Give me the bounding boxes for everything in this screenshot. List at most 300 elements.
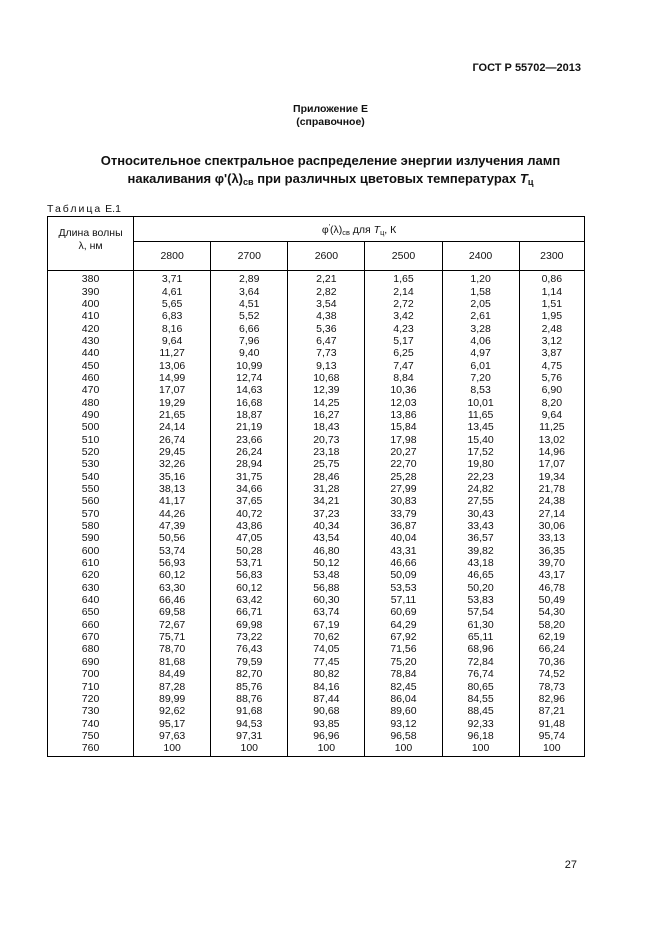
- value-cell: 87,28: [134, 680, 211, 692]
- value-cell: 15,84: [365, 421, 442, 433]
- value-cell: 17,52: [442, 446, 519, 458]
- table-row: [48, 446, 585, 458]
- value-cell: 17,07: [134, 384, 211, 396]
- table-row: [48, 643, 585, 655]
- value-cell: 24,14: [134, 421, 211, 433]
- wavelength-cell: 740: [48, 717, 134, 729]
- wavelength-cell: 630: [48, 582, 134, 594]
- value-cell: 89,99: [134, 693, 211, 705]
- wavelength-cell: 660: [48, 619, 134, 631]
- value-cell: 80,82: [288, 668, 365, 680]
- value-cell: 39,70: [519, 557, 584, 569]
- value-cell: 22,70: [365, 458, 442, 470]
- wavelength-cell: 760: [48, 742, 134, 757]
- wavelength-cell: 550: [48, 483, 134, 495]
- value-cell: 7,47: [365, 359, 442, 371]
- temperature-header-2600: 2600: [288, 242, 365, 271]
- table-row: [48, 347, 585, 359]
- table-row: [48, 520, 585, 532]
- value-cell: 46,78: [519, 582, 584, 594]
- value-cell: 9,13: [288, 359, 365, 371]
- value-cell: 4,51: [211, 298, 288, 310]
- value-cell: 3,42: [365, 310, 442, 322]
- value-cell: 61,30: [442, 619, 519, 631]
- value-cell: 30,06: [519, 520, 584, 532]
- value-cell: 28,94: [211, 458, 288, 470]
- value-cell: 89,60: [365, 705, 442, 717]
- value-cell: 66,24: [519, 643, 584, 655]
- wavelength-cell: 490: [48, 409, 134, 421]
- value-cell: 70,62: [288, 631, 365, 643]
- value-cell: 28,46: [288, 471, 365, 483]
- table-row: [48, 545, 585, 557]
- value-cell: 90,68: [288, 705, 365, 717]
- value-cell: 100: [519, 742, 584, 757]
- value-cell: 40,34: [288, 520, 365, 532]
- table-row: [48, 372, 585, 384]
- value-cell: 64,29: [365, 619, 442, 631]
- value-cell: 39,82: [442, 545, 519, 557]
- value-cell: 8,20: [519, 396, 584, 408]
- value-cell: 7,73: [288, 347, 365, 359]
- wavelength-cell: 690: [48, 656, 134, 668]
- table-row: [48, 668, 585, 680]
- value-cell: 75,20: [365, 656, 442, 668]
- wavelength-cell: 640: [48, 594, 134, 606]
- temperature-header-2700: 2700: [211, 242, 288, 271]
- temperature-header-2400: 2400: [442, 242, 519, 271]
- value-cell: 86,04: [365, 693, 442, 705]
- wavelength-cell: 650: [48, 606, 134, 618]
- table-row: [48, 298, 585, 310]
- value-cell: 74,52: [519, 668, 584, 680]
- value-cell: 40,04: [365, 532, 442, 544]
- value-cell: 25,28: [365, 471, 442, 483]
- wavelength-cell: 440: [48, 347, 134, 359]
- value-cell: 68,96: [442, 643, 519, 655]
- value-cell: 60,12: [134, 569, 211, 581]
- value-cell: 9,40: [211, 347, 288, 359]
- value-cell: 10,68: [288, 372, 365, 384]
- value-cell: 84,49: [134, 668, 211, 680]
- value-cell: 56,83: [211, 569, 288, 581]
- value-cell: 78,70: [134, 643, 211, 655]
- value-cell: 100: [134, 742, 211, 757]
- value-cell: 18,87: [211, 409, 288, 421]
- value-cell: 50,09: [365, 569, 442, 581]
- value-cell: 13,45: [442, 421, 519, 433]
- value-cell: 14,96: [519, 446, 584, 458]
- value-cell: 74,05: [288, 643, 365, 655]
- table-row: [48, 310, 585, 322]
- table-row: [48, 717, 585, 729]
- value-cell: 13,06: [134, 359, 211, 371]
- value-cell: 53,71: [211, 557, 288, 569]
- wavelength-cell: 430: [48, 335, 134, 347]
- value-cell: 41,17: [134, 495, 211, 507]
- value-cell: 81,68: [134, 656, 211, 668]
- value-cell: 14,99: [134, 372, 211, 384]
- table-row: [48, 508, 585, 520]
- value-cell: 44,26: [134, 508, 211, 520]
- value-cell: 50,49: [519, 594, 584, 606]
- value-cell: 67,19: [288, 619, 365, 631]
- value-cell: 69,98: [211, 619, 288, 631]
- value-cell: 46,66: [365, 557, 442, 569]
- value-cell: 53,53: [365, 582, 442, 594]
- value-cell: 27,99: [365, 483, 442, 495]
- table-row: [48, 656, 585, 668]
- value-cell: 30,43: [442, 508, 519, 520]
- value-cell: 4,23: [365, 322, 442, 334]
- wavelength-cell: 700: [48, 668, 134, 680]
- value-cell: 15,40: [442, 433, 519, 445]
- value-cell: 17,98: [365, 433, 442, 445]
- value-cell: 3,71: [134, 271, 211, 286]
- value-cell: 5,36: [288, 322, 365, 334]
- value-cell: 100: [365, 742, 442, 757]
- wavelength-cell: 390: [48, 285, 134, 297]
- distribution-header: $\varphi'(\lambda)_{св}$ для $T_ц$, К: [134, 217, 585, 242]
- value-cell: 1,20: [442, 271, 519, 286]
- value-cell: 60,30: [288, 594, 365, 606]
- value-cell: 3,54: [288, 298, 365, 310]
- value-cell: 100: [211, 742, 288, 757]
- value-cell: 6,90: [519, 384, 584, 396]
- table-body: [48, 271, 585, 757]
- value-cell: 72,84: [442, 656, 519, 668]
- value-cell: 14,25: [288, 396, 365, 408]
- value-cell: 46,65: [442, 569, 519, 581]
- value-cell: 33,13: [519, 532, 584, 544]
- value-cell: 37,23: [288, 508, 365, 520]
- value-cell: 31,75: [211, 471, 288, 483]
- table-row: [48, 606, 585, 618]
- value-cell: 8,53: [442, 384, 519, 396]
- value-cell: 0,86: [519, 271, 584, 286]
- wavelength-cell: 530: [48, 458, 134, 470]
- table-caption: [47, 203, 121, 215]
- wavelength-cell: 540: [48, 471, 134, 483]
- value-cell: 93,12: [365, 717, 442, 729]
- table-row: [48, 705, 585, 717]
- value-cell: 33,79: [365, 508, 442, 520]
- value-cell: 88,76: [211, 693, 288, 705]
- title-line-2: накаливания $\varphi'(\lambda)_{св}$ при различных цветовых температурах $T_ц$: [127, 171, 534, 187]
- value-cell: 36,87: [365, 520, 442, 532]
- value-cell: 7,20: [442, 372, 519, 384]
- wavelength-cell: 600: [48, 545, 134, 557]
- value-cell: 2,82: [288, 285, 365, 297]
- wavelength-cell: 570: [48, 508, 134, 520]
- value-cell: 53,83: [442, 594, 519, 606]
- value-cell: 31,28: [288, 483, 365, 495]
- value-cell: 1,95: [519, 310, 584, 322]
- table-caption-label: Таблица: [47, 203, 103, 215]
- value-cell: 21,19: [211, 421, 288, 433]
- wavelength-cell: 480: [48, 396, 134, 408]
- value-cell: 12,03: [365, 396, 442, 408]
- value-cell: 3,28: [442, 322, 519, 334]
- value-cell: 5,65: [134, 298, 211, 310]
- value-cell: 43,31: [365, 545, 442, 557]
- table-caption-number: Е.1: [105, 203, 121, 215]
- value-cell: 19,80: [442, 458, 519, 470]
- page-number: 27: [564, 859, 577, 871]
- table-row: [48, 421, 585, 433]
- value-cell: 4,38: [288, 310, 365, 322]
- value-cell: 11,65: [442, 409, 519, 421]
- wavelength-cell: 510: [48, 433, 134, 445]
- value-cell: 3,12: [519, 335, 584, 347]
- value-cell: 87,21: [519, 705, 584, 717]
- wavelength-cell: 720: [48, 693, 134, 705]
- value-cell: 47,05: [211, 532, 288, 544]
- value-cell: 32,26: [134, 458, 211, 470]
- value-cell: 19,29: [134, 396, 211, 408]
- value-cell: 19,34: [519, 471, 584, 483]
- value-cell: 18,43: [288, 421, 365, 433]
- value-cell: 57,54: [442, 606, 519, 618]
- value-cell: 8,84: [365, 372, 442, 384]
- value-cell: 75,71: [134, 631, 211, 643]
- value-cell: 12,39: [288, 384, 365, 396]
- value-cell: 57,11: [365, 594, 442, 606]
- value-cell: 26,74: [134, 433, 211, 445]
- value-cell: 25,75: [288, 458, 365, 470]
- value-cell: 100: [288, 742, 365, 757]
- value-cell: 95,17: [134, 717, 211, 729]
- document-code: ГОСТ Р 55702—2013: [472, 62, 581, 74]
- wavelength-cell: 500: [48, 421, 134, 433]
- value-cell: 66,46: [134, 594, 211, 606]
- wavelength-cell: 750: [48, 730, 134, 742]
- value-cell: 97,63: [134, 730, 211, 742]
- value-cell: 11,27: [134, 347, 211, 359]
- table-row: [48, 582, 585, 594]
- value-cell: 50,28: [211, 545, 288, 557]
- table-row: [48, 742, 585, 757]
- value-cell: 53,74: [134, 545, 211, 557]
- value-cell: 4,75: [519, 359, 584, 371]
- title-line-1: Относительное спектральное распределение энергии излучения ламп: [100, 153, 561, 168]
- table-row: [48, 396, 585, 408]
- value-cell: 56,88: [288, 582, 365, 594]
- appendix-subtitle: (справочное): [296, 116, 365, 128]
- value-cell: 84,55: [442, 693, 519, 705]
- value-cell: 87,44: [288, 693, 365, 705]
- value-cell: 47,39: [134, 520, 211, 532]
- value-cell: 2,14: [365, 285, 442, 297]
- table-row: [48, 471, 585, 483]
- wavelength-cell: 420: [48, 322, 134, 334]
- value-cell: 100: [442, 742, 519, 757]
- value-cell: 60,69: [365, 606, 442, 618]
- value-cell: 93,85: [288, 717, 365, 729]
- value-cell: 50,12: [288, 557, 365, 569]
- table-row: [48, 693, 585, 705]
- value-cell: 6,47: [288, 335, 365, 347]
- value-cell: 54,30: [519, 606, 584, 618]
- value-cell: 66,71: [211, 606, 288, 618]
- table-row: [48, 359, 585, 371]
- table-row: [48, 495, 585, 507]
- table-row: [48, 322, 585, 334]
- value-cell: 70,36: [519, 656, 584, 668]
- value-cell: 12,74: [211, 372, 288, 384]
- table-row: [48, 458, 585, 470]
- value-cell: 77,45: [288, 656, 365, 668]
- table-row: [48, 594, 585, 606]
- value-cell: 24,38: [519, 495, 584, 507]
- value-cell: 43,54: [288, 532, 365, 544]
- wavelength-header: Длина волны λ, нм: [48, 217, 134, 271]
- value-cell: 43,17: [519, 569, 584, 581]
- value-cell: 6,25: [365, 347, 442, 359]
- value-cell: 50,56: [134, 532, 211, 544]
- value-cell: 23,66: [211, 433, 288, 445]
- value-cell: 10,36: [365, 384, 442, 396]
- value-cell: 11,25: [519, 421, 584, 433]
- spectral-table: [47, 216, 585, 757]
- wavelength-cell: 580: [48, 520, 134, 532]
- value-cell: 62,19: [519, 631, 584, 643]
- value-cell: 6,01: [442, 359, 519, 371]
- value-cell: 37,65: [211, 495, 288, 507]
- value-cell: 2,21: [288, 271, 365, 286]
- value-cell: 4,97: [442, 347, 519, 359]
- wavelength-cell: 380: [48, 271, 134, 286]
- table-row: [48, 335, 585, 347]
- value-cell: 53,48: [288, 569, 365, 581]
- value-cell: 21,65: [134, 409, 211, 421]
- value-cell: 3,64: [211, 285, 288, 297]
- value-cell: 79,59: [211, 656, 288, 668]
- value-cell: 97,31: [211, 730, 288, 742]
- wavelength-cell: 410: [48, 310, 134, 322]
- value-cell: 71,56: [365, 643, 442, 655]
- value-cell: 14,63: [211, 384, 288, 396]
- value-cell: 38,13: [134, 483, 211, 495]
- value-cell: 72,67: [134, 619, 211, 631]
- value-cell: 8,16: [134, 322, 211, 334]
- table-row: [48, 631, 585, 643]
- value-cell: 5,52: [211, 310, 288, 322]
- value-cell: 4,06: [442, 335, 519, 347]
- table-row: [48, 285, 585, 297]
- value-cell: 63,74: [288, 606, 365, 618]
- value-cell: 35,16: [134, 471, 211, 483]
- value-cell: 2,61: [442, 310, 519, 322]
- value-cell: 2,48: [519, 322, 584, 334]
- value-cell: 17,07: [519, 458, 584, 470]
- value-cell: 92,62: [134, 705, 211, 717]
- table-row: [48, 730, 585, 742]
- value-cell: 78,84: [365, 668, 442, 680]
- value-cell: 24,82: [442, 483, 519, 495]
- value-cell: 63,42: [211, 594, 288, 606]
- value-cell: 13,86: [365, 409, 442, 421]
- value-cell: 85,76: [211, 680, 288, 692]
- value-cell: 69,58: [134, 606, 211, 618]
- wavelength-cell: 610: [48, 557, 134, 569]
- value-cell: 9,64: [519, 409, 584, 421]
- value-cell: 84,16: [288, 680, 365, 692]
- value-cell: 91,48: [519, 717, 584, 729]
- table-row: [48, 409, 585, 421]
- wavelength-cell: 470: [48, 384, 134, 396]
- value-cell: 46,80: [288, 545, 365, 557]
- value-cell: 82,96: [519, 693, 584, 705]
- value-cell: 3,87: [519, 347, 584, 359]
- value-cell: 78,73: [519, 680, 584, 692]
- value-cell: 92,33: [442, 717, 519, 729]
- wavelength-cell: 400: [48, 298, 134, 310]
- value-cell: 5,76: [519, 372, 584, 384]
- value-cell: 76,43: [211, 643, 288, 655]
- wavelength-cell: 730: [48, 705, 134, 717]
- wavelength-cell: 590: [48, 532, 134, 544]
- value-cell: 40,72: [211, 508, 288, 520]
- wavelength-cell: 670: [48, 631, 134, 643]
- table-row: [48, 619, 585, 631]
- value-cell: 82,45: [365, 680, 442, 692]
- value-cell: 16,27: [288, 409, 365, 421]
- value-cell: 30,83: [365, 495, 442, 507]
- value-cell: 56,93: [134, 557, 211, 569]
- wavelength-cell: 460: [48, 372, 134, 384]
- value-cell: 50,20: [442, 582, 519, 594]
- value-cell: 43,86: [211, 520, 288, 532]
- appendix-heading: [0, 103, 661, 129]
- value-cell: 7,96: [211, 335, 288, 347]
- value-cell: 58,20: [519, 619, 584, 631]
- wavelength-cell: 620: [48, 569, 134, 581]
- value-cell: 21,78: [519, 483, 584, 495]
- page-title: [0, 152, 661, 191]
- value-cell: 6,83: [134, 310, 211, 322]
- temperature-header-2500: 2500: [365, 242, 442, 271]
- table-row: [48, 483, 585, 495]
- wavelength-cell: 680: [48, 643, 134, 655]
- wavelength-cell: 520: [48, 446, 134, 458]
- value-cell: 34,66: [211, 483, 288, 495]
- value-cell: 76,74: [442, 668, 519, 680]
- value-cell: 1,51: [519, 298, 584, 310]
- value-cell: 2,05: [442, 298, 519, 310]
- value-cell: 10,01: [442, 396, 519, 408]
- value-cell: 1,14: [519, 285, 584, 297]
- value-cell: 60,12: [211, 582, 288, 594]
- value-cell: 2,72: [365, 298, 442, 310]
- table-row: [48, 557, 585, 569]
- value-cell: 33,43: [442, 520, 519, 532]
- value-cell: 5,17: [365, 335, 442, 347]
- value-cell: 16,68: [211, 396, 288, 408]
- value-cell: 96,96: [288, 730, 365, 742]
- appendix-title: Приложение Е: [293, 103, 368, 115]
- wavelength-cell: 560: [48, 495, 134, 507]
- value-cell: 22,23: [442, 471, 519, 483]
- value-cell: 82,70: [211, 668, 288, 680]
- table-row: [48, 680, 585, 692]
- value-cell: 80,65: [442, 680, 519, 692]
- value-cell: 67,92: [365, 631, 442, 643]
- value-cell: 27,55: [442, 495, 519, 507]
- value-cell: 63,30: [134, 582, 211, 594]
- value-cell: 65,11: [442, 631, 519, 643]
- value-cell: 1,65: [365, 271, 442, 286]
